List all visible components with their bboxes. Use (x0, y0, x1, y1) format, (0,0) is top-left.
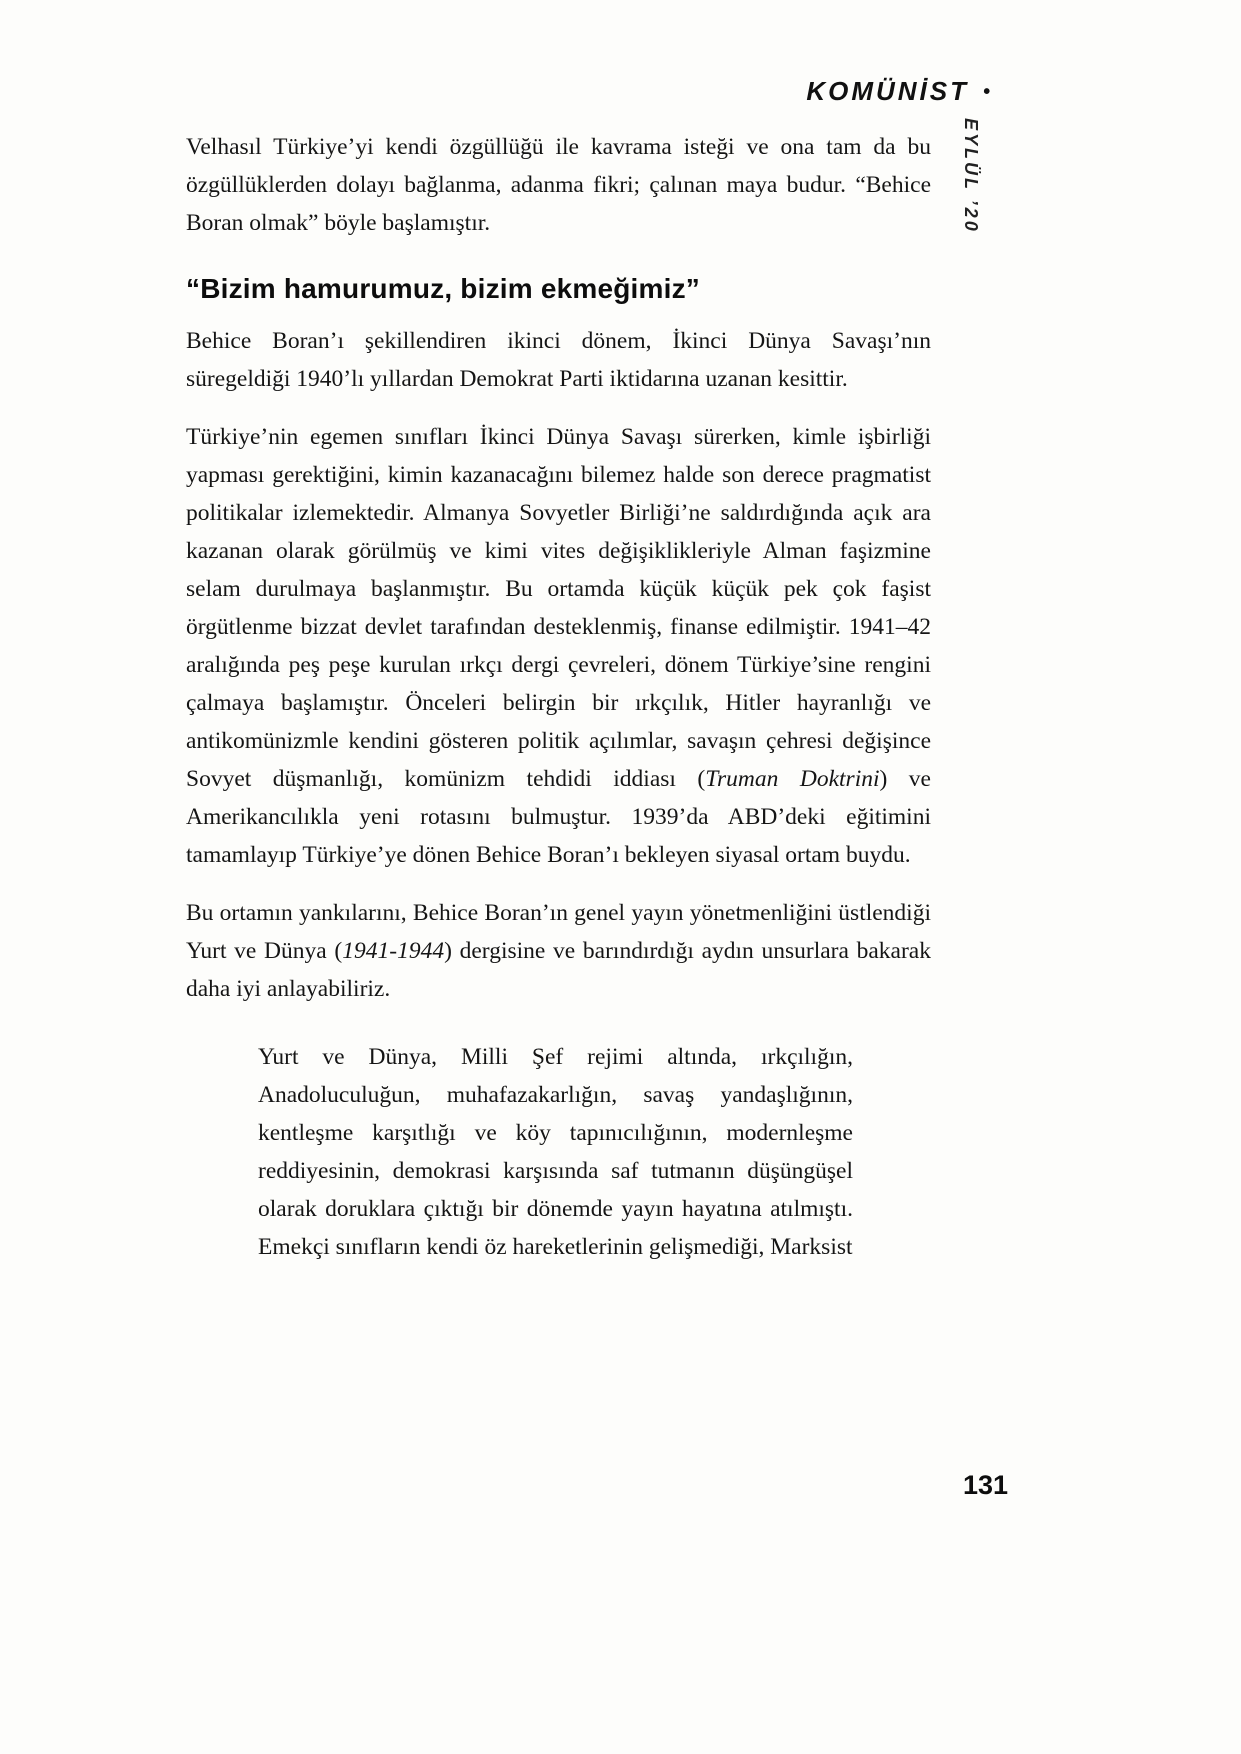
block-quote: Yurt ve Dünya, Milli Şef rejimi altında, ırkçılığın, Anadoluculuğun, muhafazakarlığın, savaş yandaşlığının, kentleşme karşıtlığı ve köy tapınıcılığının, modernleşme reddiyesinin, demokrasi karşısında saf tutmanın düşüngüşel olarak doruklara çıktığı bir dönemde yayın hayatına atılmıştı. Emekçi sınıfların kendi öz hareketlerinin gelişmediği, Marksist (258, 1044, 853, 1260)
paragraph-yurt-ve-dunya-end: ) dergisine ve barındırdığı aydın unsurlara bakarak daha iyi anlayabiliriz. (186, 938, 931, 1002)
years-italic: 1941-1944 (342, 938, 445, 964)
paragraph-war-years-text: Türkiye’nin egemen sınıfları İkinci Dünya Savaşı sürerken, kimle işbirliği yapması gerektiğini, kimin kazanacağını bilemez halde son derece pragmatist politikalar izlemektedir. Almanya Sovyetler Birliği’ne saldırdığında açık ara kazanan olarak görülmüş ve kimi vites değişiklikleriyle Alman faşizmine selam durulmaya başlanmıştır. Bu ortamda küçük küçük pek çok faşist örgütlenme bizzat devlet tarafından desteklenmiş, finanse edilmiştir. 1941–42 aralığında peş peşe kurulan ırkçı dergi çevreleri, dönem Türkiye’sine rengini çalmaya başlamıştır. Önceleri belirgin bir ırkçılık, Hitler hayranlığı ve antikomünizmle kendini gösteren politik açılımlar, savaşın çehresi değişince Sovyet düşmanlığı, komünizm tehdidi iddiası ( (186, 424, 931, 792)
paragraph-war-years (186, 418, 931, 874)
bullet-icon: • (982, 81, 990, 103)
article-body (186, 128, 931, 1266)
magazine-title: KOMÜNİST (806, 76, 969, 106)
paragraph-yurt-ve-dunya (186, 894, 931, 1008)
paragraph-yurt-ve-dunya-text: Bu ortamın yankılarını, Behice Boran’ın genel yayın yönetmenliğini üstlendiği Yurt ve Dünya ( (186, 900, 931, 964)
magazine-masthead (806, 76, 990, 107)
section-heading: “Bizim hamurumuz, bizim ekmeğimiz” (186, 273, 700, 304)
paragraph-war-years-end: ) ve Amerikancılıkla yeni rotasını bulmuştur. 1939’da ABD’deki eğitimini tamamlayıp Türkiye’ye dönen Behice Boran’ı bekleyen siyasal ortam buydu. (186, 766, 931, 868)
issue-label: EYLÜL ’20 (961, 118, 981, 234)
paragraph-second-period: Behice Boran’ı şekillendiren ikinci dönem, İkinci Dünya Savaşı’nın süregeldiği 1940’lı yıllardan Demokrat Parti iktidarına uzanan kesittir. (186, 328, 931, 392)
truman-doctrine-italic: Truman Doktrini (705, 766, 880, 792)
page-number: 131 (963, 1470, 1009, 1500)
paragraph-intro: Velhasıl Türkiye’yi kendi özgüllüğü ile kavrama isteği ve ona tam da bu özgüllüklerden dolayı bağlanma, adanma fikri; çalınan maya budur. “Behice Boran olmak” böyle başlamıştır. (186, 134, 931, 236)
